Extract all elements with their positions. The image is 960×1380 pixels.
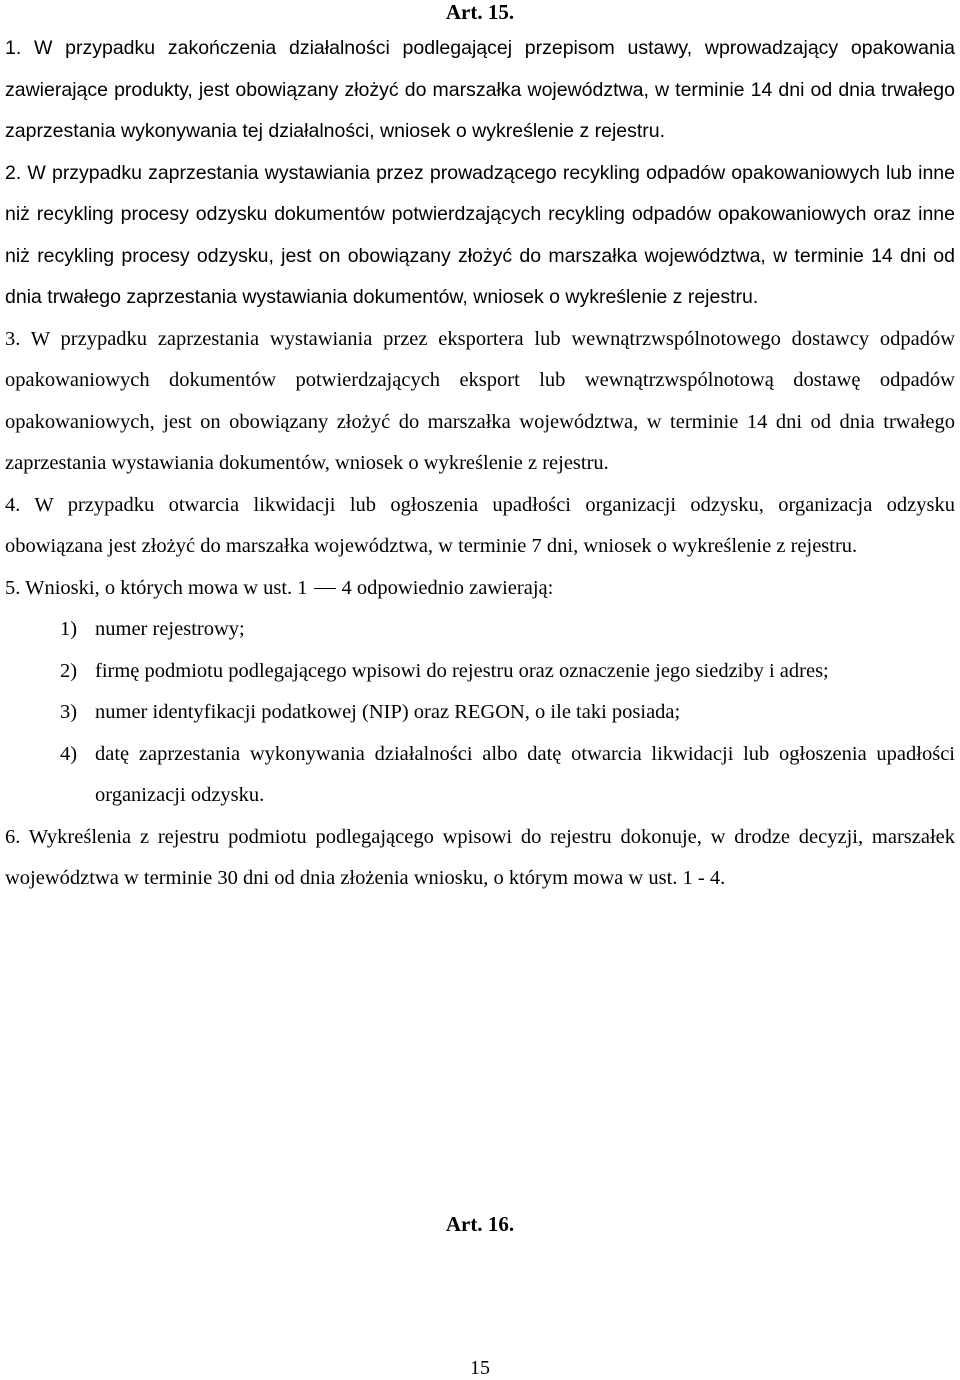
article-15-paragraph-6: 6. Wykreślenia z rejestru podmiotu podlegającego wpisowi do rejestru dokonuje, w drodze decyzji, marszałek województwa w terminie 30 dni od dnia złożenia wniosku, o którym mowa w ust. 1 - 4. xyxy=(5,825,955,889)
list-item-text: numer rejestrowy; xyxy=(95,618,245,640)
paragraph-5-text-end: 4 odpowiednio zawierają: xyxy=(341,576,554,599)
article-15-paragraph-4: 4. W przypadku otwarcia likwidacji lub ogłoszenia upadłości organizacji odzysku, organizacja odzysku obowiązana jest złożyć do marszałka województwa, w terminie 7 dni, wniosek o wykreślenie z rejestru. xyxy=(5,493,955,557)
page-number: 15 xyxy=(470,1357,490,1379)
list-item-text: datę zaprzestania wykonywania działalności albo datę otwarcia likwidacji lub ogłoszenia upadłości organizacji odzysku. xyxy=(95,742,955,806)
list-item-text: numer identyfikacji podatkowej (NIP) oraz REGON, o ile taki posiada; xyxy=(95,701,681,723)
article-15-paragraph-1: 1. W przypadku zakończenia działalności podlegającej przepisom ustawy, wprowadzający opakowania zawierające produkty, jest obowiązany złożyć do marszałka województwa, w terminie 14 dni od dnia trwałego zaprzestania wykonywania tej działalności, wniosek o wykreślenie z rejestru. xyxy=(5,37,955,142)
article-15-heading: Art. 15. xyxy=(445,0,515,24)
list-item xyxy=(5,734,955,817)
document-page xyxy=(5,0,955,1236)
article-16-heading: Art. 16. xyxy=(445,1212,515,1236)
list-item-number: 1) xyxy=(60,618,78,640)
requirements-list xyxy=(5,609,955,817)
article-15-paragraph-5 xyxy=(5,568,955,610)
list-item xyxy=(5,651,955,693)
list-item-number: 4) xyxy=(60,742,78,765)
list-item-number: 3) xyxy=(60,701,78,723)
range-dash xyxy=(314,588,336,589)
list-item xyxy=(5,609,955,651)
list-item xyxy=(5,692,955,734)
article-15-paragraph-3: 3. W przypadku zaprzestania wystawiania przez eksportera lub wewnątrzwspólnotowego dostawcy odpadów opakowaniowych dokumentów potwierdzających eksport lub wewnątrzwspólnotową dostawę odpadów opakowaniowych, jest on obowiązany złożyć do marszałka województwa, w terminie 14 dni od dnia trwałego zaprzestania wystawiania dokumentów, wniosek o wykreślenie z rejestru. xyxy=(5,327,955,474)
article-15-paragraph-2: 2. W przypadku zaprzestania wystawiania przez prowadzącego recykling odpadów opakowaniowych lub inne niż recykling procesy odzysku dokumentów potwierdzających recykling odpadów opakowaniowych oraz inne niż recykling procesy odzysku, jest on obowiązany złożyć do marszałka województwa, w terminie 14 dni od dnia trwałego zaprzestania wystawiania dokumentów, wniosek o wykreślenie z rejestru. xyxy=(5,161,955,308)
list-item-number: 2) xyxy=(60,659,78,682)
list-item-text: firmę podmiotu podlegającego wpisowi do rejestru oraz oznaczenie jego siedziby i adres; xyxy=(95,659,829,682)
paragraph-5-text-start: 5. Wnioski, o których mowa w ust. 1 xyxy=(5,576,308,599)
